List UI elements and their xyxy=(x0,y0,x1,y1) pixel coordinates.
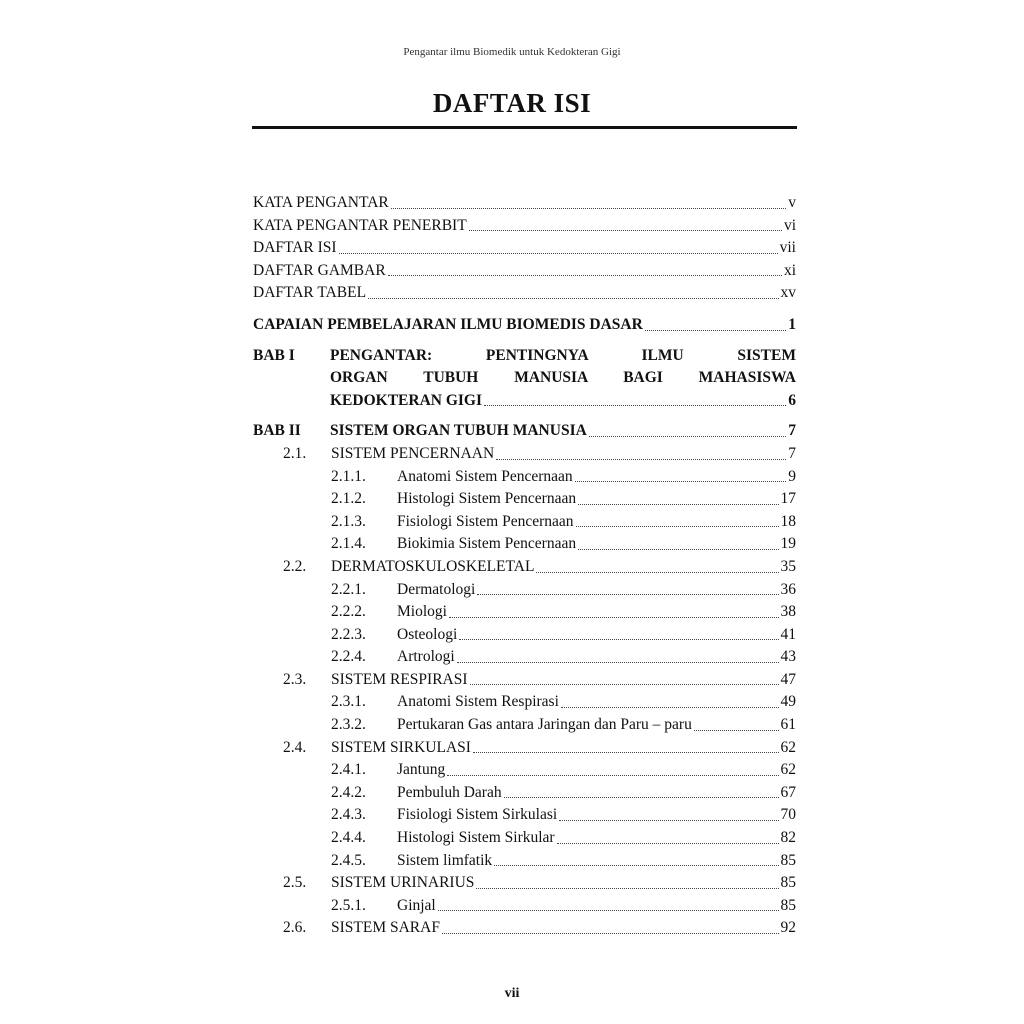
toc-subsection[interactable] xyxy=(253,691,796,714)
toc-subsection[interactable] xyxy=(253,579,796,602)
toc-subsection-label: Anatomi Sistem Respirasi xyxy=(397,693,559,711)
toc-subsection-number: 2.3.2. xyxy=(331,716,366,734)
dot-leader xyxy=(438,909,779,911)
dot-leader xyxy=(473,751,779,753)
dot-leader xyxy=(442,932,779,934)
page-number: vii xyxy=(504,986,520,1001)
toc-subsection-page: 82 xyxy=(780,829,796,847)
toc-subsection-number: 2.4.1. xyxy=(331,761,366,779)
toc-subsection-label: Histologi Sistem Sirkular xyxy=(397,829,555,847)
toc-subsection-number: 2.4.2. xyxy=(331,783,366,801)
dot-leader xyxy=(388,274,782,276)
toc-subsection-number: 2.5.1. xyxy=(331,896,366,914)
toc-chapter-2[interactable] xyxy=(253,420,796,443)
toc-entry-label: DAFTAR ISI xyxy=(253,239,337,257)
toc-subsection-number: 2.4.5. xyxy=(331,851,366,869)
toc-subsection-number: 2.1.1. xyxy=(331,467,366,485)
toc-subsection-page: 19 xyxy=(780,535,796,553)
toc-section-number: 2.2. xyxy=(283,557,307,575)
toc-subsection-page: 9 xyxy=(788,467,796,485)
toc-section[interactable] xyxy=(253,556,796,579)
toc-subsection[interactable] xyxy=(253,895,796,918)
toc-entry[interactable] xyxy=(253,192,796,215)
toc-subsection-number: 2.4.4. xyxy=(331,829,366,847)
toc-entry-label: CAPAIAN PEMBELAJARAN ILMU BIOMEDIS DASAR xyxy=(253,315,643,333)
toc-section-label: DERMATOSKULOSKELETAL xyxy=(331,557,535,575)
dot-leader xyxy=(459,638,778,640)
toc-section-number: 2.4. xyxy=(283,738,307,756)
chapter-title-line: ORGAN TUBUH MANUSIA BAGI MAHASISWA xyxy=(330,369,796,387)
dot-leader xyxy=(557,842,779,844)
toc-subsection-page: 67 xyxy=(780,783,796,801)
toc-subsection-number: 2.4.3. xyxy=(331,806,366,824)
toc-section-number: 2.6. xyxy=(283,919,307,937)
toc-subsection-label: Osteologi xyxy=(397,625,458,643)
chapter-title-line: SISTEM ORGAN TUBUH MANUSIA xyxy=(330,422,587,440)
toc-subsection-page: 43 xyxy=(780,648,796,666)
toc-subsection-number: 2.1.3. xyxy=(331,512,366,530)
toc-entry[interactable] xyxy=(253,260,796,283)
toc-entry-page: 1 xyxy=(788,315,796,333)
toc-entry-label: KATA PENGANTAR PENERBIT xyxy=(253,216,467,234)
toc-subsection-label: Biokimia Sistem Pencernaan xyxy=(397,535,577,553)
chapter-title-line: KEDOKTERAN GIGI xyxy=(330,391,483,409)
chapter-title-last-line xyxy=(330,390,796,413)
toc-subsection[interactable] xyxy=(253,624,796,647)
toc-subsection[interactable] xyxy=(253,759,796,782)
toc-subsection[interactable] xyxy=(253,511,796,534)
toc-section-number: 2.1. xyxy=(283,444,307,462)
dot-leader xyxy=(447,774,778,776)
dot-leader xyxy=(470,683,779,685)
section-list xyxy=(253,443,796,940)
dot-leader xyxy=(578,548,778,550)
toc-subsection-label: Ginjal xyxy=(397,896,436,914)
toc-entry-page: 6 xyxy=(788,391,796,409)
toc-section-label: SISTEM RESPIRASI xyxy=(331,670,468,688)
toc-subsection-label: Pembuluh Darah xyxy=(397,783,502,801)
toc-entry[interactable] xyxy=(253,282,796,305)
front-matter-list xyxy=(253,192,796,305)
toc-section-page: 47 xyxy=(780,670,796,688)
dot-leader xyxy=(484,404,786,406)
toc-entry-page: xv xyxy=(780,284,796,302)
toc-subsection-page: 18 xyxy=(780,512,796,530)
toc-subsection-label: Dermatologi xyxy=(397,580,476,598)
toc-subsection-number: 2.2.2. xyxy=(331,603,366,621)
chapter-number: BAB II xyxy=(253,422,301,440)
chapter-number: BAB I xyxy=(253,346,295,364)
dot-leader xyxy=(496,458,786,460)
dot-leader xyxy=(457,661,779,663)
toc-section-page: 7 xyxy=(788,444,796,462)
toc-subsection-page: 62 xyxy=(780,761,796,779)
dot-leader xyxy=(645,329,786,331)
toc-subsection-label: Jantung xyxy=(397,761,446,779)
toc-subsection[interactable] xyxy=(253,601,796,624)
toc-subsection-page: 38 xyxy=(780,603,796,621)
toc-section-label: SISTEM PENCERNAAN xyxy=(331,444,495,462)
toc-section-page: 85 xyxy=(780,874,796,892)
toc-section-page: 62 xyxy=(780,738,796,756)
toc-subsection-label: Miologi xyxy=(397,603,447,621)
toc-subsection-label: Fisiologi Sistem Sirkulasi xyxy=(397,806,558,824)
chapter-title-line: PENGANTAR: PENTINGNYA ILMU SISTEM xyxy=(330,346,796,364)
toc-section-number: 2.3. xyxy=(283,670,307,688)
toc-entry[interactable] xyxy=(253,215,796,238)
toc-subsection-page: 85 xyxy=(780,896,796,914)
toc-section-number: 2.5. xyxy=(283,874,307,892)
dot-leader xyxy=(536,571,778,573)
toc-entry[interactable] xyxy=(253,237,796,260)
dot-leader xyxy=(477,593,778,595)
toc-section-page: 92 xyxy=(780,919,796,937)
dot-leader xyxy=(575,480,787,482)
toc-entry-page: 7 xyxy=(788,422,796,440)
toc-subsection-page: 36 xyxy=(780,580,796,598)
dot-leader xyxy=(694,729,779,731)
toc-subsection-label: Histologi Sistem Pencernaan xyxy=(397,490,577,508)
toc-subsection-number: 2.3.1. xyxy=(331,693,366,711)
toc-subsection[interactable] xyxy=(253,466,796,489)
toc-entry-page: vii xyxy=(779,239,796,257)
toc-subsection-number: 2.2.3. xyxy=(331,625,366,643)
toc-section[interactable] xyxy=(253,917,796,940)
toc-subsection-page: 61 xyxy=(780,716,796,734)
toc-section[interactable] xyxy=(253,669,796,692)
toc-subsection[interactable] xyxy=(253,804,796,827)
dot-leader xyxy=(368,297,778,299)
toc-chapter-1[interactable] xyxy=(253,345,796,413)
toc-section-label: SISTEM SARAF xyxy=(331,919,440,937)
toc-subsection-label: Artrologi xyxy=(397,648,455,666)
toc-entry-label: DAFTAR GAMBAR xyxy=(253,261,386,279)
toc-subsection-label: Sistem limfatik xyxy=(397,851,493,869)
toc-section[interactable] xyxy=(253,872,796,895)
running-head: Pengantar ilmu Biomedik untuk Kedokteran Gigi xyxy=(403,46,621,58)
toc-subsection[interactable] xyxy=(253,488,796,511)
dot-leader xyxy=(561,706,779,708)
title-rule xyxy=(252,126,797,129)
dot-leader xyxy=(494,864,778,866)
toc-subsection-label: Anatomi Sistem Pencernaan xyxy=(397,467,573,485)
dot-leader xyxy=(339,252,778,254)
toc-section-label: SISTEM SIRKULASI xyxy=(331,738,471,756)
page-title: DAFTAR ISI xyxy=(432,88,592,118)
toc-entry-capaian[interactable] xyxy=(253,314,796,337)
dot-leader xyxy=(504,796,779,798)
dot-leader xyxy=(589,435,786,437)
toc-subsection[interactable] xyxy=(253,714,796,737)
chapter-title-block xyxy=(330,345,796,413)
dot-leader xyxy=(476,887,778,889)
toc-entry-label: KATA PENGANTAR xyxy=(253,194,389,211)
table-of-contents xyxy=(253,192,796,940)
toc-subsection-number: 2.2.4. xyxy=(331,648,366,666)
toc-entry-page: v xyxy=(788,194,796,211)
toc-subsection[interactable] xyxy=(253,646,796,669)
toc-entry-page: xi xyxy=(783,261,796,279)
dot-leader xyxy=(391,207,787,209)
toc-subsection-number: 2.1.4. xyxy=(331,535,366,553)
dot-leader xyxy=(449,616,779,618)
toc-section-label: SISTEM URINARIUS xyxy=(331,874,475,892)
toc-section[interactable] xyxy=(253,737,796,760)
dot-leader xyxy=(576,525,779,527)
toc-section[interactable] xyxy=(253,443,796,466)
toc-subsection-page: 85 xyxy=(780,851,796,869)
toc-subsection[interactable] xyxy=(253,533,796,556)
toc-subsection-number: 2.2.1. xyxy=(331,580,366,598)
toc-subsection[interactable] xyxy=(253,827,796,850)
toc-section-page: 35 xyxy=(780,557,796,575)
dot-leader xyxy=(559,819,778,821)
toc-subsection-page: 41 xyxy=(780,625,796,643)
toc-entry-label: DAFTAR TABEL xyxy=(253,284,367,302)
toc-subsection[interactable] xyxy=(253,850,796,873)
toc-subsection-label: Pertukaran Gas antara Jaringan dan Paru – paru xyxy=(397,716,692,734)
toc-subsection-page: 70 xyxy=(780,806,796,824)
toc-entry-page: vi xyxy=(783,216,796,234)
chapter-title-row xyxy=(330,420,796,443)
toc-subsection-label: Fisiologi Sistem Pencernaan xyxy=(397,512,574,530)
toc-subsection-number: 2.1.2. xyxy=(331,490,366,508)
dot-leader xyxy=(578,503,778,505)
toc-subsection[interactable] xyxy=(253,782,796,805)
dot-leader xyxy=(469,229,782,231)
toc-subsection-page: 49 xyxy=(780,693,796,711)
toc-subsection-page: 17 xyxy=(780,490,796,508)
